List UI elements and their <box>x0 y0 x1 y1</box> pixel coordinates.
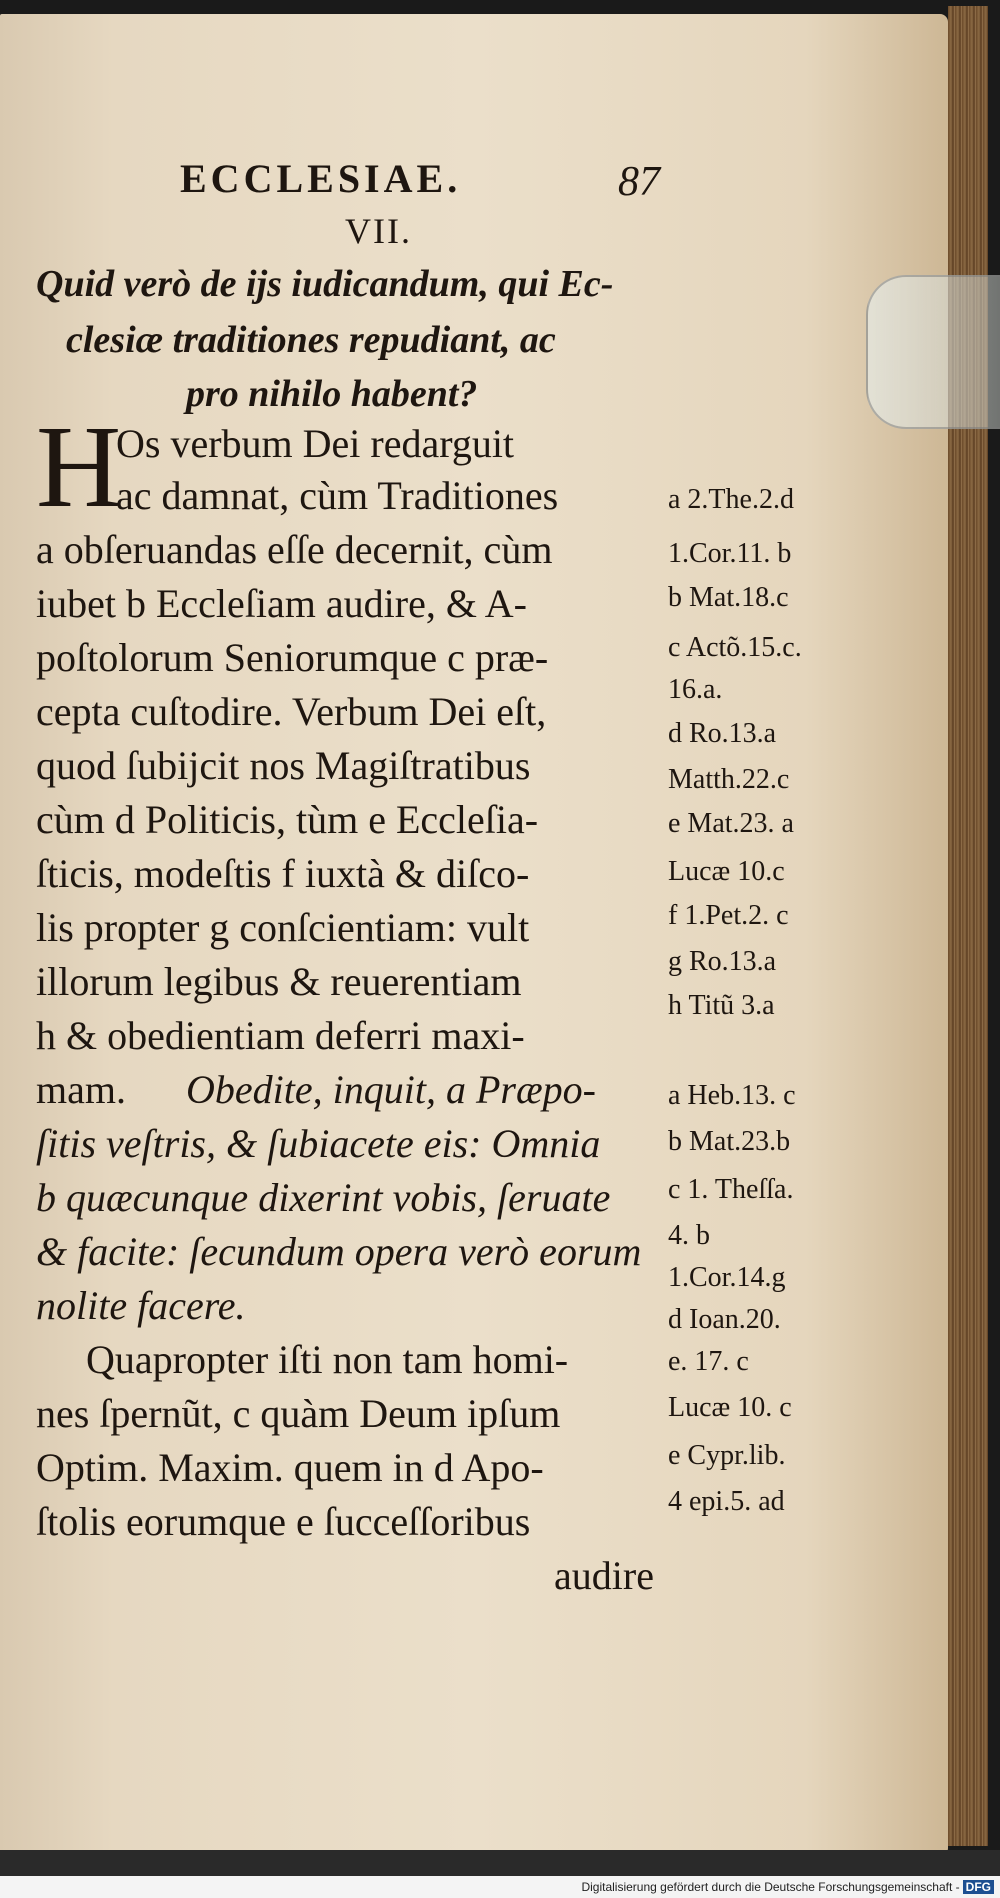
body-line: cùm d Politicis, tùm e Eccleſia- <box>36 797 539 842</box>
quote-line: nolite facere. <box>36 1283 246 1328</box>
body-line: iubet b Eccleſiam audire, & A- <box>36 581 527 626</box>
catchword: audire <box>554 1553 654 1598</box>
body-line: cepta cuſtodire. Verbum Dei eſt, <box>36 689 547 734</box>
bottom-edge <box>0 1850 1000 1876</box>
credit-text: Digitalisierung gefördert durch die Deutsche Forschungsgemeinschaft - <box>581 1880 960 1894</box>
margin-note: 16.a. <box>668 674 723 705</box>
margin-note: c Actõ.15.c. <box>668 632 802 663</box>
margin-note: 4 epi.5. ad <box>668 1486 785 1517</box>
body-line: Os verbum Dei redarguit <box>116 421 515 466</box>
body-line: quod ſubijcit nos Magiſtratibus <box>36 743 531 788</box>
quote-line: Obedite, inquit, a Præpo- <box>186 1067 596 1112</box>
body-line: illorum legibus & reuerentiam <box>36 959 522 1004</box>
margin-note: g Ro.13.a <box>668 946 777 977</box>
quote-line: ſitis veſtris, & ſubiacete eis: Omnia <box>36 1121 601 1166</box>
margin-note: h Titũ 3.a <box>668 990 775 1021</box>
body-line: Optim. Maxim. quem in d Apo- <box>36 1445 544 1490</box>
margin-note: d Ioan.20. <box>668 1304 781 1335</box>
margin-note: d Ro.13.a <box>668 718 777 749</box>
body-line: ſticis, modeſtis f iuxtà & diſco- <box>36 851 530 896</box>
digitization-credit <box>0 1876 1000 1898</box>
body-line: mam. <box>36 1067 126 1112</box>
body-line: ſtolis eorumque e ſucceſſoribus <box>36 1499 531 1544</box>
page-number: 87 <box>618 159 660 205</box>
body-line: a obſeruandas eſſe decernit, cùm <box>36 527 553 572</box>
margin-note: a 2.The.2.d <box>668 484 794 515</box>
body-line: h & obedientiam deferri maxi- <box>36 1013 525 1058</box>
question-line: clesiæ traditiones repudiant, ac <box>66 319 556 361</box>
chapter-number: VII. <box>345 211 412 251</box>
page-clip <box>866 275 1000 429</box>
margin-note: Lucæ 10.c <box>668 856 785 887</box>
body-line: nes ſpernũt, c quàm Deum ipſum <box>36 1391 561 1436</box>
question-line: Quid verò de ijs iudicandum, qui Ec- <box>36 263 614 305</box>
quote-line: b quæcunque dixerint vobis, ſeruate <box>36 1175 611 1220</box>
margin-note: e. 17. c <box>668 1346 749 1377</box>
body-line: ac damnat, cùm Traditiones <box>116 473 559 518</box>
body-line: Quapropter iſti non tam homi- <box>86 1337 569 1382</box>
margin-note: b Mat.23.b <box>668 1126 791 1157</box>
question-line: pro nihilo habent? <box>186 373 478 415</box>
margin-note: b Mat.18.c <box>668 582 789 613</box>
margin-note: e Cypr.lib. <box>668 1440 786 1471</box>
drop-capital: H <box>36 401 122 532</box>
margin-note: c 1. Theſſa. <box>668 1174 794 1205</box>
margin-note: 4. b <box>668 1220 710 1251</box>
margin-note: f 1.Pet.2. c <box>668 900 789 931</box>
body-line: poſtolorum Seniorumque c præ- <box>36 635 549 680</box>
dfg-logo: DFG <box>963 1880 994 1894</box>
quote-line: & facite: ſecundum opera verò eorum <box>36 1229 642 1274</box>
margin-note: Lucæ 10. c <box>668 1392 792 1423</box>
margin-note: 1.Cor.14.g <box>668 1262 786 1293</box>
margin-note: Matth.22.c <box>668 764 790 795</box>
running-title: ECCLESIAE. <box>180 156 462 201</box>
margin-note: 1.Cor.11. b <box>668 538 792 569</box>
margin-note: a Heb.13. c <box>668 1080 796 1111</box>
margin-note: e Mat.23. a <box>668 808 794 839</box>
body-line: lis propter g conſcientiam: vult <box>36 905 530 950</box>
